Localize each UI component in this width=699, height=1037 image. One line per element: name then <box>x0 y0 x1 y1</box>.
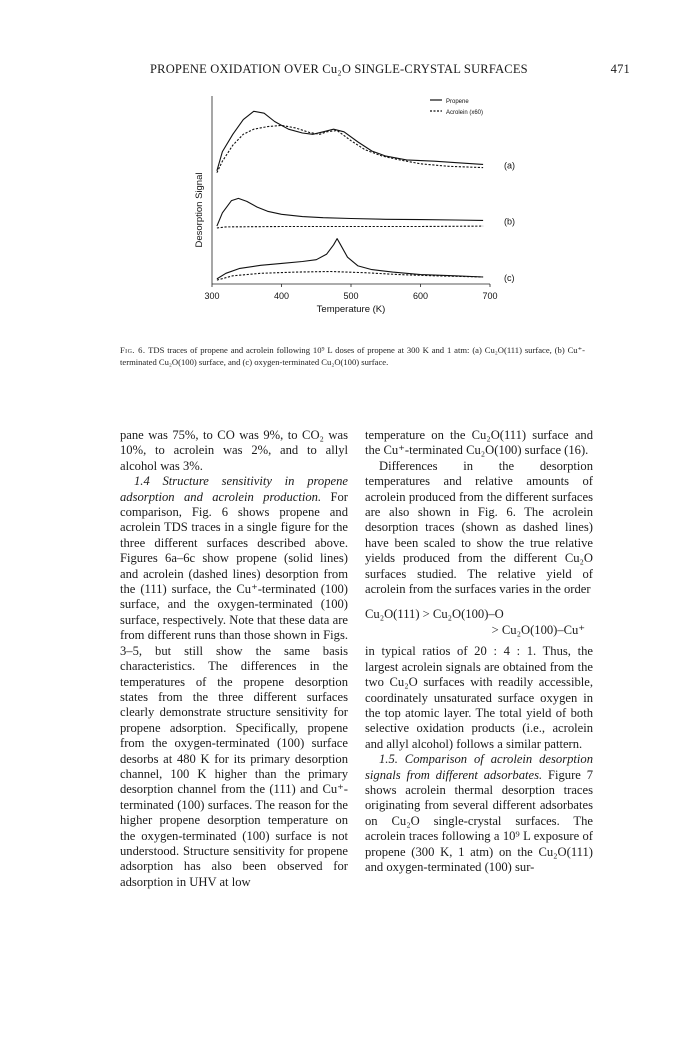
section-heading-1-4: 1.4 Structure sensitivity in propene adsorption and acrolein production. <box>120 474 348 504</box>
x-tick-label-400: 400 <box>273 291 290 301</box>
panel-1-series-2 <box>217 125 483 172</box>
figure-caption <box>120 345 585 368</box>
x-axis-label: Temperature (K) <box>316 304 386 315</box>
right-column <box>365 428 593 875</box>
tds-chart <box>180 88 520 328</box>
x-tick-label-300: 300 <box>204 291 220 301</box>
panel-2-series-2 <box>217 226 483 228</box>
legend-label-1: Propene <box>446 99 469 105</box>
right-paragraph-4 <box>365 752 593 875</box>
panel-label-2: (b) <box>504 216 515 227</box>
x-tick-label-500: 500 <box>343 291 359 301</box>
right-paragraph-1: temperature on the Cu₂O(111) surface and the Cu⁺-terminated Cu₂O(100) surface (16). <box>365 428 593 458</box>
equation-line-1: Cu₂O(111) > Cu₂O(100)–O <box>365 607 504 622</box>
right-paragraph-2: Differences in the desorption temperatures and relative amounts of acrolein produced from the different surfaces are also shown in Fig. 6. The acrolein desorption traces (shown as dashed lines) have been scaled to show the true relative yields produced from the different Cu₂O surfaces studied. The relative yield of acrolein from the surfaces varies in the order <box>365 458 593 597</box>
legend-label-2: Acrolein (x60) <box>446 110 484 116</box>
panel-label-3: (c) <box>504 273 515 284</box>
left-column <box>120 428 348 890</box>
panel-1-series-1 <box>217 111 483 171</box>
running-title: PROPENE OXIDATION OVER Cu₂O SINGLE-CRYSTAL SURFACES <box>150 62 528 76</box>
left-paragraph-1: pane was 75%, to CO was 9%, to CO₂ was 10%, to acrolein was 2%, and to allyl alcohol was 3%. <box>120 428 348 473</box>
left-paragraph-2 <box>120 474 348 890</box>
right-paragraph-4-body: Figure 7 shows acrolein thermal desorption traces originating from several different adsorbates on Cu₂O single-crystal surfaces. The acrolein traces following a 10⁹ L exposure of propene (300 K, 1 atm) on the Cu₂O(111) and oxygen-terminated (100) sur- <box>365 767 593 874</box>
left-paragraph-2-body: For comparison, Fig. 6 shows propene and acrolein TDS traces in a single figure for the three different surfaces described above. Figures 6a–6c show propene (solid lines) and acrolein (dashed lines) desorption from the (111) surface, the Cu⁺-terminated (100) surface, and the oxygen-terminated (100) surface, respectively. Note that these data are from different runs than those shown in Figs. 3–5, but still show the same basis characteristics. The differences in the temperatures of the propene desorption states from the three different surfaces clearly demonstrate structure sensitivity for propene adsorption. Specifically, propene from the oxygen-terminated (100) surface desorbs at 480 K for its primary desorption channel, 100 K higher than the primary desorption channel from the (111) and Cu⁺-terminated (100) surfaces. The reason for the higher propene desorption temperature on the oxygen-terminated (100) surface is not understood. Structure sensitivity for propene adsorption has also been observed for adsorption in UHV at low <box>120 489 348 889</box>
equation-line-2: > Cu₂O(100)–Cu⁺ <box>491 622 585 637</box>
yield-order-equation <box>365 607 593 638</box>
right-paragraph-3: in typical ratios of 20 : 4 : 1. Thus, the largest acrolein signals are obtained from the two Cu₂O surfaces with readily accessible, coordinately unsaturated surface oxygen in the top atomic layer. The total yield of both selective oxidation products (i.e., acrolein and allyl alcohol) follows a similar pattern. <box>365 644 593 751</box>
page-number: 471 <box>610 62 630 76</box>
panel-2-series-1 <box>217 198 483 226</box>
x-tick-label-700: 700 <box>482 291 498 301</box>
x-tick-label-600: 600 <box>412 291 429 301</box>
figure-6 <box>180 88 520 328</box>
caption-text: TDS traces of propene and acrolein following 10⁹ L doses of propene at 300 K and 1 atm: (a) Cu₂O(111) surface, (b) Cu⁺-terminated Cu₂O(100) surface, and (c) oxygen-terminated Cu₂O(100) surface. <box>120 345 585 367</box>
panel-label-1: (a) <box>504 160 515 171</box>
y-axis-label: Desorption Signal <box>194 172 205 248</box>
caption-label: Fig. 6. <box>120 345 146 355</box>
section-heading-1-5: 1.5. Comparison of acrolein desorption signals from different adsorbates. <box>365 752 593 782</box>
panel-3-series-1 <box>217 239 483 279</box>
